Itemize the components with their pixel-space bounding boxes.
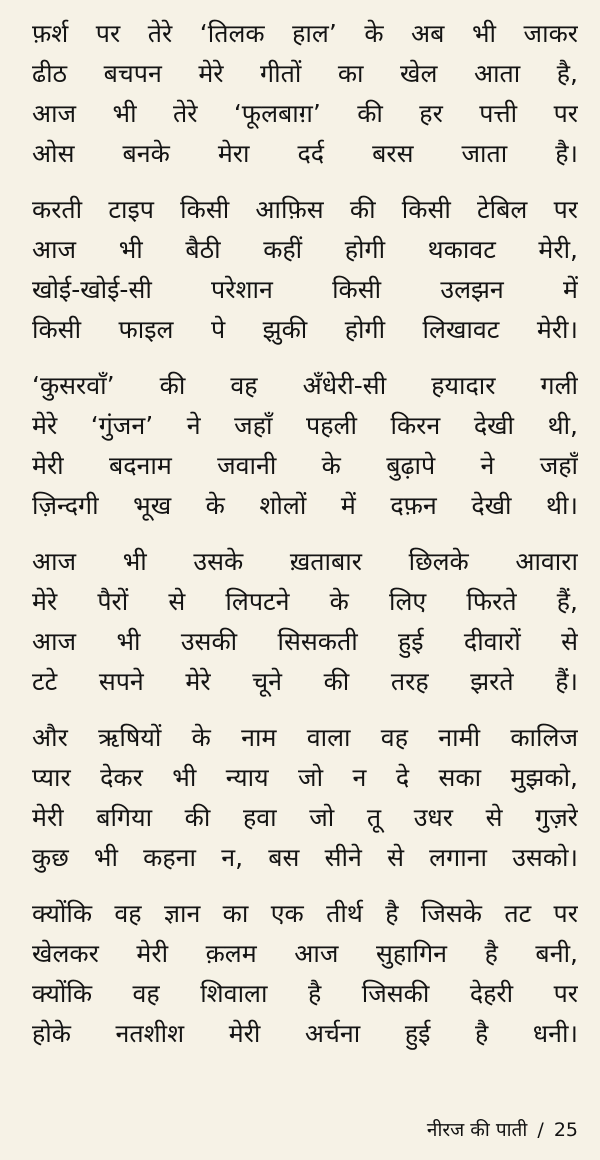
poem-line: मेरी बगिया की हवा जो तू उधर से गुज़रे [32,803,578,832]
poem-line: ढीठ बचपन मेरे गीतों का खेल आता है, [32,59,578,88]
stanza [32,542,578,702]
poem-line: आज भी उसकी सिसकती हुई दीवारों से [32,627,578,656]
poem-line: फ़र्श पर तेरे ‘तिलक हाल’ के अब भी जाकर [32,19,578,48]
poem-line: प्यार देकर भी न्याय जो न दे सका मुझको, [32,763,578,792]
stanza [32,718,578,878]
poem-line: मेरी बदनाम जवानी के बुढ़ापे ने जहाँ [32,451,578,480]
poem-line: होके नतशीश मेरी अर्चना हुई है धनी। [32,1019,578,1048]
poem-line: आज भी उसके ख़ताबार छिलके आवारा [32,547,578,576]
poem-line: टटे सपने मेरे चूने की तरह झरते हैं। [32,667,578,696]
poem-line: ओस बनके मेरा दर्द बरस जाता है। [32,139,578,168]
poem-line: करती टाइप किसी आफ़िस की किसी टेबिल पर [32,195,578,224]
book-title: नीरज की पाती [426,1119,528,1141]
poem-line: कुछ भी कहना न, बस सीने से लगाना उसको। [32,843,578,872]
stanza [32,14,578,174]
poem-line: क्योंकि वह ज्ञान का एक तीर्थ है जिसके तट पर [32,899,578,928]
poem-line: खेलकर मेरी क़लम आज सुहागिन है बनी, [32,939,578,968]
poem-body [32,14,578,1054]
poem-line: खोई-खोई-सी परेशान किसी उलझन में [32,275,578,304]
stanza [32,894,578,1054]
poem-line: ज़िन्दगी भूख के शोलों में दफ़न देखी थी। [32,491,578,520]
stanza [32,190,578,350]
poem-line: आज भी तेरे ‘फूलबाग़’ की हर पत्ती पर [32,99,578,128]
page-number: 25 [553,1119,578,1141]
poem-line: क्योंकि वह शिवाला है जिसकी देहरी पर [32,979,578,1008]
footer-separator: / [537,1119,544,1141]
poem-line: मेरे पैरों से लिपटने के लिए फिरते हैं, [32,587,578,616]
poem-line: मेरे ‘गुंजन’ ने जहाँ पहली किरन देखी थी, [32,411,578,440]
poem-line: आज भी बैठी कहीं होगी थकावट मेरी, [32,235,578,264]
stanza [32,366,578,526]
poem-line: किसी फाइल पे झुकी होगी लिखावट मेरी। [32,315,578,344]
poem-line: ‘कुसरवाँ’ की वह अँधेरी-सी हयादार गली [32,371,578,400]
poem-line: और ऋषियों के नाम वाला वह नामी कालिज [32,723,578,752]
page-footer [427,1116,578,1142]
